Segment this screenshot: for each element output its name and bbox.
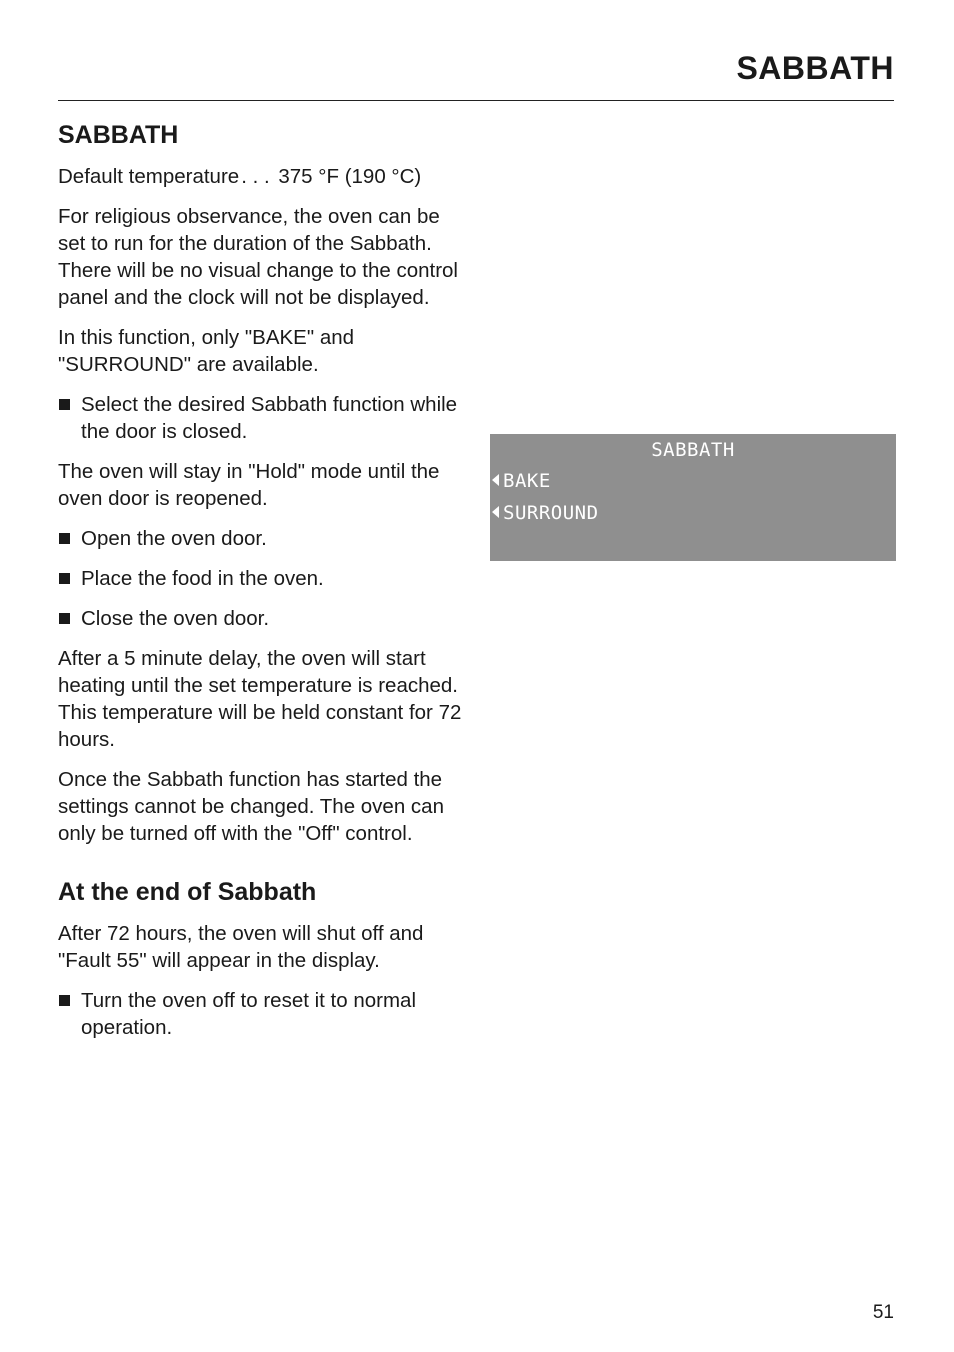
display-title: SABBATH [651,439,735,461]
bullet-item [58,391,468,445]
text-column [58,120,468,1054]
page-number: 51 [872,1302,894,1323]
bullet-item [58,605,468,632]
display-menu-item-label: BAKE [503,470,551,492]
default-temperature-line [58,163,468,190]
default-temperature-label: Default temperature [58,165,240,188]
bullet-square-icon [59,399,70,410]
bullet-text: Select the desired Sabbath function while the door is closed. [81,393,458,443]
default-temperature-dots: . . . [241,165,270,188]
paragraph-available-functions: In this function, only "BAKE" and "SURROUND" are available. [58,326,355,376]
display-menu-item-bake [492,470,551,492]
bullet-square-icon [59,613,70,624]
paragraph-fault: After 72 hours, the oven will shut off and "Fault 55" will appear in the display. [58,922,424,972]
paragraph-settings-locked: Once the Sabbath function has started the settings cannot be changed. The oven can only be turned off with the "Off" control. [58,768,444,845]
bullet-text: Open the oven door. [81,527,267,550]
paragraph-intro: For religious observance, the oven can be set to run for the duration of the Sabbath. There will be no visual change to the control panel and the clock will not be displayed. [58,205,458,309]
bullet-item [58,525,468,552]
bullet-square-icon [59,573,70,584]
header-divider [58,100,894,101]
page-header-title: SABBATH [736,50,894,86]
default-temperature-value: 375 °F (190 °C) [278,165,422,188]
end-section-heading: At the end of Sabbath [58,878,317,906]
bullet-item [58,565,468,592]
paragraph-delay: After a 5 minute delay, the oven will start heating until the set temperature is reached. This temperature will be held constant for 72 hours. [58,647,462,751]
section-heading: SABBATH [58,121,179,149]
bullet-item [58,987,468,1041]
bullet-text: Turn the oven off to reset it to normal operation. [81,989,417,1039]
bullet-text: Close the oven door. [81,607,270,630]
left-arrow-icon [492,506,499,518]
paragraph-hold-mode: The oven will stay in "Hold" mode until the oven door is reopened. [58,460,440,510]
bullet-square-icon [59,533,70,544]
display-menu-item-label: SURROUND [503,502,599,524]
oven-display-panel [490,434,896,561]
left-arrow-icon [492,474,499,486]
bullet-square-icon [59,995,70,1006]
bullet-text: Place the food in the oven. [81,567,324,590]
display-menu-item-surround [492,502,599,524]
